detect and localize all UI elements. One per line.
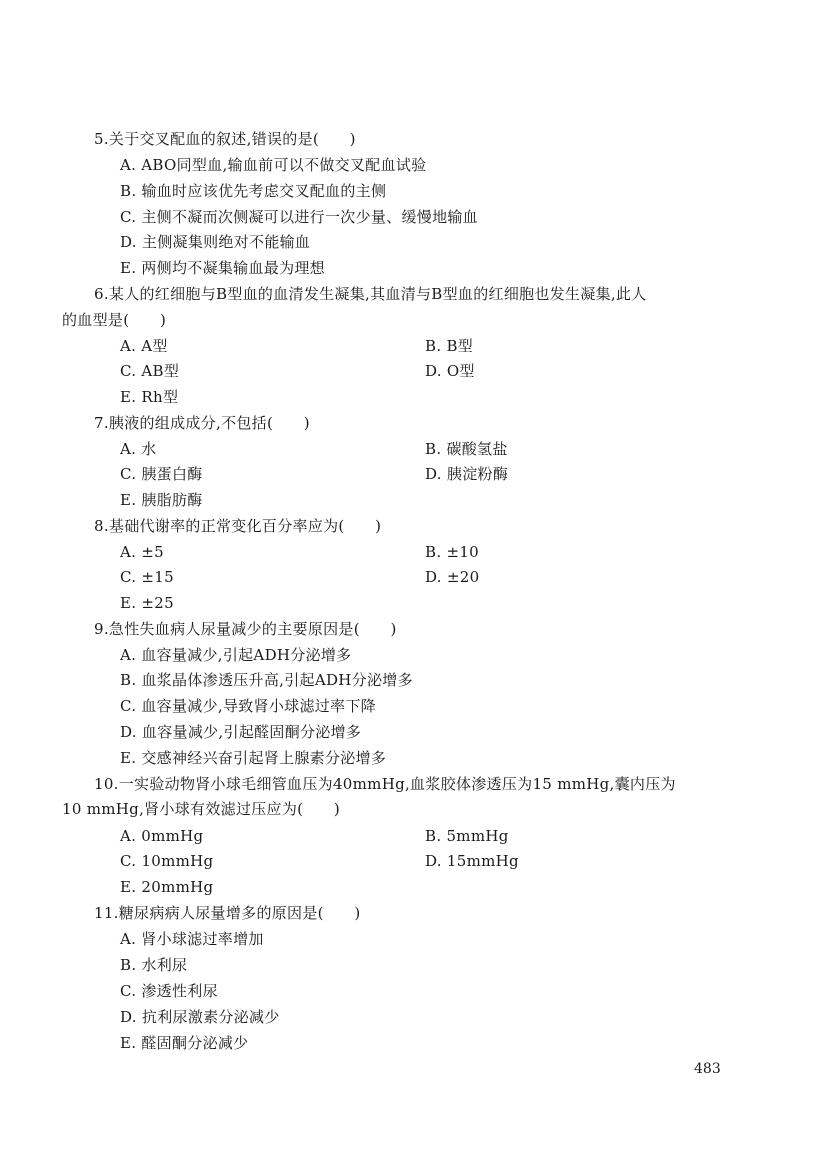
question-7-option-a: A. 水 [120, 440, 157, 458]
question-9-option-e: E. 交感神经兴奋引起肾上腺素分泌增多 [120, 749, 387, 767]
question-11-option-a: A. 肾小球滤过率增加 [120, 930, 264, 948]
question-8-option-d: D. ±20 [425, 568, 480, 586]
question-6-option-a: A. A型 [120, 337, 168, 355]
question-10-option-e: E. 20mmHg [120, 878, 214, 896]
question-11-option-d: D. 抗利尿激素分泌减少 [120, 1008, 280, 1026]
question-7-option-e: E. 胰脂肪酶 [120, 491, 203, 509]
question-6-option-d: D. O型 [425, 362, 475, 380]
question-5-stem: 5.关于交叉配血的叙述,错误的是( ) [94, 130, 356, 148]
question-8-option-a: A. ±5 [120, 543, 164, 561]
question-10-option-a: A. 0mmHg [120, 827, 204, 845]
question-5-option-a: A. ABO同型血,输血前可以不做交叉配血试验 [120, 156, 427, 174]
question-11-option-c: C. 渗透性利尿 [120, 982, 218, 1000]
question-9-option-b: B. 血浆晶体渗透压升高,引起ADH分泌增多 [120, 671, 413, 689]
question-5-option-e: E. 两侧均不凝集输血最为理想 [120, 259, 325, 277]
question-6-option-b: B. B型 [425, 337, 474, 355]
question-8-option-e: E. ±25 [120, 594, 174, 612]
question-7-stem: 7.胰液的组成成分,不包括( ) [94, 414, 310, 432]
page-number: 483 [694, 1061, 721, 1077]
question-9-stem: 9.急性失血病人尿量减少的主要原因是( ) [94, 620, 397, 638]
question-5-option-c: C. 主侧不凝而次侧凝可以进行一次少量、缓慢地输血 [120, 208, 478, 226]
question-8-option-c: C. ±15 [120, 568, 174, 586]
question-11-option-e: E. 醛固酮分泌减少 [120, 1034, 249, 1052]
question-11-option-b: B. 水利尿 [120, 956, 188, 974]
question-7-option-c: C. 胰蛋白酶 [120, 465, 203, 483]
question-5-option-b: B. 输血时应该优先考虑交叉配血的主侧 [120, 182, 387, 200]
question-8-option-b: B. ±10 [425, 543, 480, 561]
question-11-stem: 11.糖尿病病人尿量增多的原因是( ) [94, 904, 361, 922]
question-10-option-b: B. 5mmHg [425, 827, 509, 845]
question-5-option-d: D. 主侧凝集则绝对不能输血 [120, 233, 311, 251]
question-10-option-c: C. 10mmHg [120, 852, 214, 870]
question-10-option-d: D. 15mmHg [425, 852, 519, 870]
question-6-option-e: E. Rh型 [120, 388, 179, 406]
question-9-option-a: A. 血容量减少,引起ADH分泌增多 [120, 646, 352, 664]
question-9-option-c: C. 血容量减少,导致肾小球滤过率下降 [120, 697, 376, 715]
question-10-stem: 10.一实验动物肾小球毛细管血压为40mmHg,血浆胶体渗透压为15 mmHg,囊内压为 [94, 775, 676, 793]
question-6-stem-cont: 的血型是( ) [62, 311, 167, 329]
question-7-option-b: B. 碳酸氢盐 [425, 440, 508, 458]
question-6-stem: 6.某人的红细胞与B型血的血清发生凝集,其血清与B型血的红细胞也发生凝集,此人 [94, 285, 647, 303]
question-8-stem: 8.基础代谢率的正常变化百分率应为( ) [94, 517, 382, 535]
question-9-option-d: D. 血容量减少,引起醛固酮分泌增多 [120, 723, 362, 741]
question-6-option-c: C. AB型 [120, 362, 180, 380]
question-10-stem-cont: 10 mmHg,肾小球有效滤过压应为( ) [62, 800, 341, 818]
question-7-option-d: D. 胰淀粉酶 [425, 465, 509, 483]
